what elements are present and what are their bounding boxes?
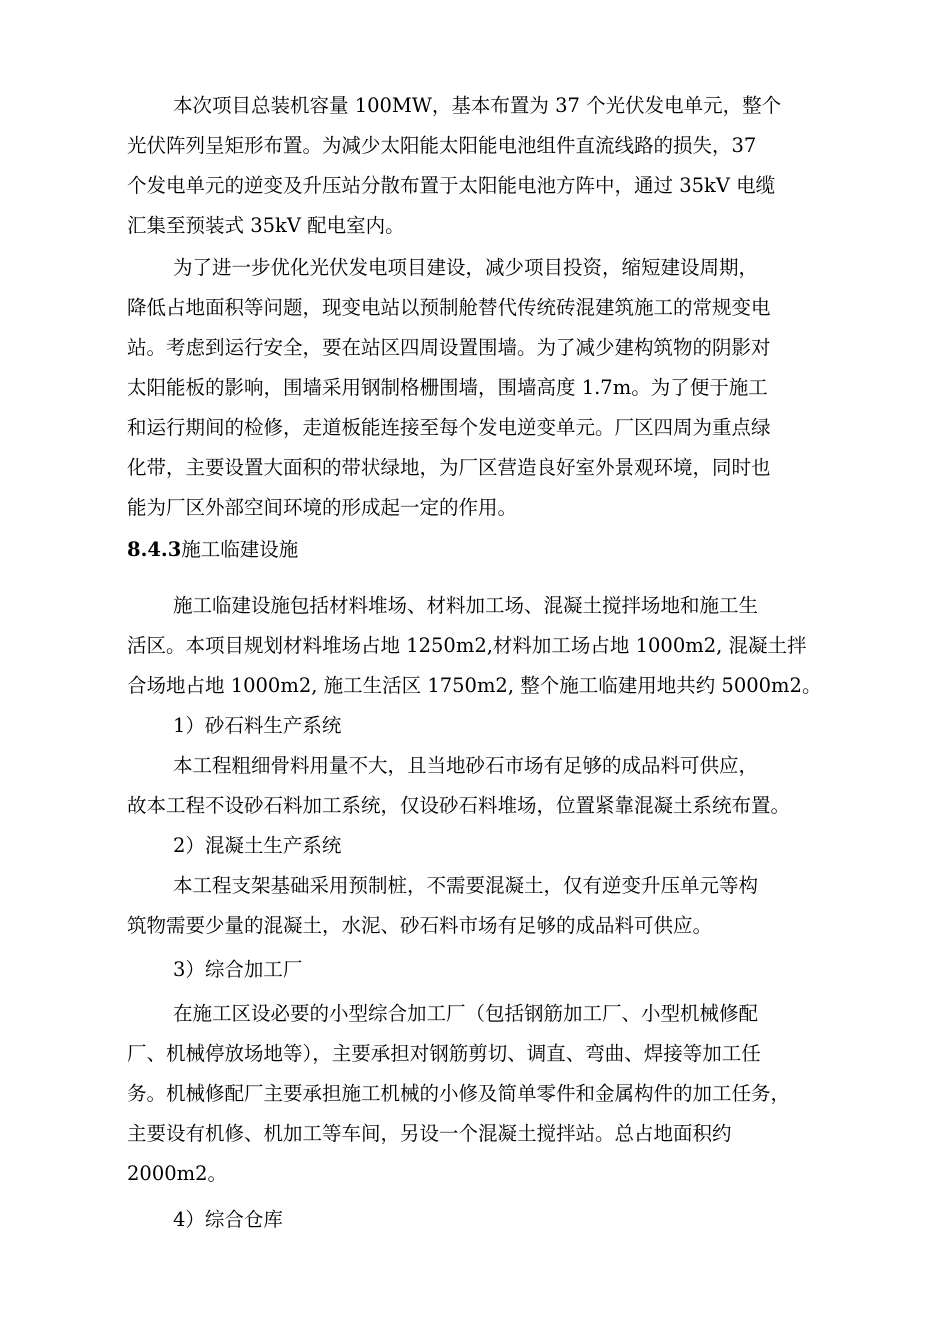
paragraph-line: 在施工区设必要的小型综合加工厂（包括钢筋加工厂、小型机械修配 <box>173 1002 759 1025</box>
paragraph-line: 筑物需要少量的混凝土，水泥、砂石料市场有足够的成品料可供应。 <box>127 914 713 937</box>
paragraph-line: 和运行期间的检修，走道板能连接至每个发电逆变单元。厂区四周为重点绿 <box>127 416 771 439</box>
item-title: 1）砂石料生产系统 <box>173 714 342 737</box>
paragraph-line: 本工程支架基础采用预制桩，不需要混凝土，仅有逆变升压单元等构 <box>173 874 759 897</box>
section-number: 8.4.3 <box>127 538 182 561</box>
paragraph-line: 故本工程不设砂石料加工系统，仅设砂石料堆场，位置紧靠混凝土系统布置。 <box>127 794 791 817</box>
paragraph-line: 合场地占地 1000m2, 施工生活区 1750m2, 整个施工临建用地共约 5000m2。 <box>127 674 822 697</box>
paragraph-line: 为了进一步优化光伏发电项目建设，减少项目投资，缩短建设周期， <box>173 256 759 279</box>
paragraph-line: 厂、机械停放场地等），主要承担对钢筋剪切、调直、弯曲、焊接等加工任 <box>127 1042 761 1065</box>
paragraph-line: 务。机械修配厂主要承担施工机械的小修及简单零件和金属构件的加工任务， <box>127 1082 791 1105</box>
item-title: 3）综合加工厂 <box>173 958 303 981</box>
paragraph-line: 2000m2。 <box>127 1162 228 1185</box>
paragraph-line: 光伏阵列呈矩形布置。为减少太阳能太阳能电池组件直流线路的损失，37 <box>127 134 757 157</box>
section-title: 施工临建设施 <box>181 538 299 561</box>
paragraph-line: 化带，主要设置大面积的带状绿地，为厂区营造良好室外景观环境，同时也 <box>127 456 771 479</box>
paragraph-line: 个发电单元的逆变及升压站分散布置于太阳能电池方阵中，通过 35kV 电缆 <box>127 174 776 197</box>
paragraph-line: 降低占地面积等问题，现变电站以预制舱替代传统砖混建筑施工的常规变电 <box>127 296 771 319</box>
paragraph-line: 能为厂区外部空间环境的形成起一定的作用。 <box>127 496 518 519</box>
paragraph-line: 本次项目总装机容量 100MW，基本布置为 37 个光伏发电单元，整个 <box>173 94 782 117</box>
paragraph-line: 汇集至预装式 35kV 配电室内。 <box>127 214 405 237</box>
paragraph-line: 主要设有机修、机加工等车间，另设一个混凝土搅拌站。总占地面积约 <box>127 1122 732 1145</box>
section-heading <box>0 536 950 564</box>
item-title: 4）综合仓库 <box>173 1208 283 1231</box>
paragraph-line: 活区。本项目规划材料堆场占地 1250m2,材料加工场占地 1000m2, 混凝土拌 <box>127 634 807 657</box>
paragraph-line: 太阳能板的影响，围墙采用钢制格栅围墙，围墙高度 1.7m。为了便于施工 <box>127 376 768 399</box>
paragraph-line: 施工临建设施包括材料堆场、材料加工场、混凝土搅拌场地和施工生 <box>173 594 759 617</box>
item-title: 2）混凝土生产系统 <box>173 834 342 857</box>
paragraph-line: 本工程粗细骨料用量不大，且当地砂石市场有足够的成品料可供应， <box>173 754 759 777</box>
paragraph-line: 站。考虑到运行安全，要在站区四周设置围墙。为了减少建构筑物的阴影对 <box>127 336 771 359</box>
